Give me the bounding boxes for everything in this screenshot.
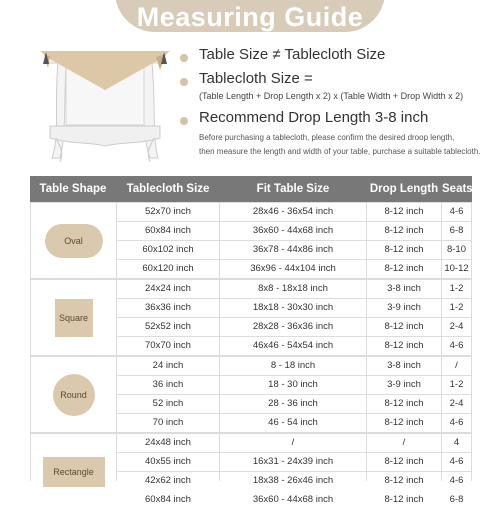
page-title: Measuring Guide: [136, 2, 364, 32]
table-cell: 10-12: [442, 260, 471, 278]
note-small-2: then measure the length and width of your table, purchase a suitable tablecloth.: [199, 147, 481, 156]
shape-cell-oval: [31, 203, 116, 278]
table-cell: 8-12 inch: [367, 395, 441, 413]
shape-badge-round: Round: [53, 374, 95, 416]
shape-badge-rectangle: Rectangle: [43, 457, 105, 487]
table-cell: 1-2: [442, 376, 471, 394]
table-cell: 8-12 inch: [367, 472, 441, 490]
shape-cell-rectangle: [31, 434, 116, 509]
table-cell: 4-6: [442, 203, 471, 221]
note-table-size: Table Size ≠ Tablecloth Size: [199, 46, 386, 63]
table-cell: 6-8: [442, 222, 471, 240]
table-header: [30, 176, 472, 202]
table-cell: 40x55 inch: [117, 453, 219, 471]
table-cell: 24x48 inch: [117, 434, 219, 452]
size-formula: (Table Length + Drop Length x 2) x (Table Width + Drop Width x 2): [199, 91, 464, 101]
table-cell: 8-12 inch: [367, 203, 441, 221]
table-cell: 8-12 inch: [367, 260, 441, 278]
table-cell: 24x24 inch: [117, 280, 219, 298]
table-cell: 36x78 - 44x86 inch: [220, 241, 366, 259]
note-tablecloth-size: Tablecloth Size =: [199, 70, 313, 87]
table-cell: 46x46 - 54x54 inch: [220, 337, 366, 355]
col-header-fit-size: Fit Table Size: [256, 183, 330, 195]
table-cell: 18x18 - 30x30 inch: [220, 299, 366, 317]
table-cell: 18 - 30 inch: [220, 376, 366, 394]
table-cell: 8-12 inch: [367, 222, 441, 240]
table-cell: 8-12 inch: [367, 318, 441, 336]
table-cell: 3-9 inch: [367, 376, 441, 394]
table-cell: 36 inch: [117, 376, 219, 394]
table-cell: 4-6: [442, 414, 471, 432]
table-cell: 4-6: [442, 337, 471, 355]
table-cell: 70x70 inch: [117, 337, 219, 355]
bullet-icon: [180, 117, 188, 125]
col-header-tablecloth-size: Tablecloth Size: [126, 183, 210, 195]
table-cell: 28 - 36 inch: [220, 395, 366, 413]
table-cell: /: [367, 434, 441, 452]
table-cell: 3-9 inch: [367, 299, 441, 317]
table-cell: 36x60 - 44x68 inch: [220, 222, 366, 240]
table-cell: 8-12 inch: [367, 491, 441, 509]
table-cell: 8-12 inch: [367, 414, 441, 432]
table-cell: /: [220, 434, 366, 452]
table-cell: 6-8: [442, 491, 471, 509]
bullet-icon: [180, 78, 188, 86]
table-cell: 36x60 - 44x68 inch: [220, 491, 366, 509]
shape-badge-square: Square: [55, 299, 93, 337]
table-cell: 4: [442, 434, 471, 452]
table-cell: 1-2: [442, 280, 471, 298]
table-cell: 8x8 - 18x18 inch: [220, 280, 366, 298]
table-cell: 52x52 inch: [117, 318, 219, 336]
note-drop-length: Recommend Drop Length 3-8 inch: [199, 109, 429, 126]
table-cell: 46 - 54 inch: [220, 414, 366, 432]
table-cell: 28x28 - 36x36 inch: [220, 318, 366, 336]
table-cell: /: [442, 357, 471, 375]
tablecloth-illustration: [30, 46, 180, 168]
note-small-1: Before purchasing a tablecloth, please confirm the desired droop length,: [199, 133, 455, 142]
table-cell: 3-8 inch: [367, 357, 441, 375]
table-cell: 8 - 18 inch: [220, 357, 366, 375]
table-cell: 16x31 - 24x39 inch: [220, 453, 366, 471]
table-cell: 2-4: [442, 318, 471, 336]
shape-badge-oval: Oval: [45, 224, 103, 258]
col-header-drop-length: Drop Length: [369, 183, 439, 195]
table-cell: 3-8 inch: [367, 280, 441, 298]
table-cell: 52x70 inch: [117, 203, 219, 221]
table-cell: 2-4: [442, 395, 471, 413]
table-cell: 36x96 - 44x104 inch: [220, 260, 366, 278]
col-header-seats: Seats: [442, 183, 473, 195]
table-cell: 60x84 inch: [117, 491, 219, 509]
table-cell: 8-12 inch: [367, 241, 441, 259]
col-header-shape: Table Shape: [39, 183, 107, 195]
table-cell: 8-10: [442, 241, 471, 259]
table-cell: 70 inch: [117, 414, 219, 432]
table-cell: 8-12 inch: [367, 453, 441, 471]
shape-cell-square: [31, 280, 116, 355]
size-table: [30, 176, 473, 505]
table-cell: 4-6: [442, 453, 471, 471]
table-cell: 4-6: [442, 472, 471, 490]
table-cell: 60x102 inch: [117, 241, 219, 259]
table-cell: 60x84 inch: [117, 222, 219, 240]
table-cell: 60x120 inch: [117, 260, 219, 278]
table-cell: 18x38 - 26x46 inch: [220, 472, 366, 490]
table-cell: 24 inch: [117, 357, 219, 375]
table-cell: 8-12 inch: [367, 337, 441, 355]
bullet-icon: [180, 54, 188, 62]
table-cell: 28x46 - 36x54 inch: [220, 203, 366, 221]
table-cell: 1-2: [442, 299, 471, 317]
shape-cell-round: [31, 357, 116, 432]
table-cell: 36x36 inch: [117, 299, 219, 317]
table-cell: 52 inch: [117, 395, 219, 413]
table-cell: 42x62 inch: [117, 472, 219, 490]
